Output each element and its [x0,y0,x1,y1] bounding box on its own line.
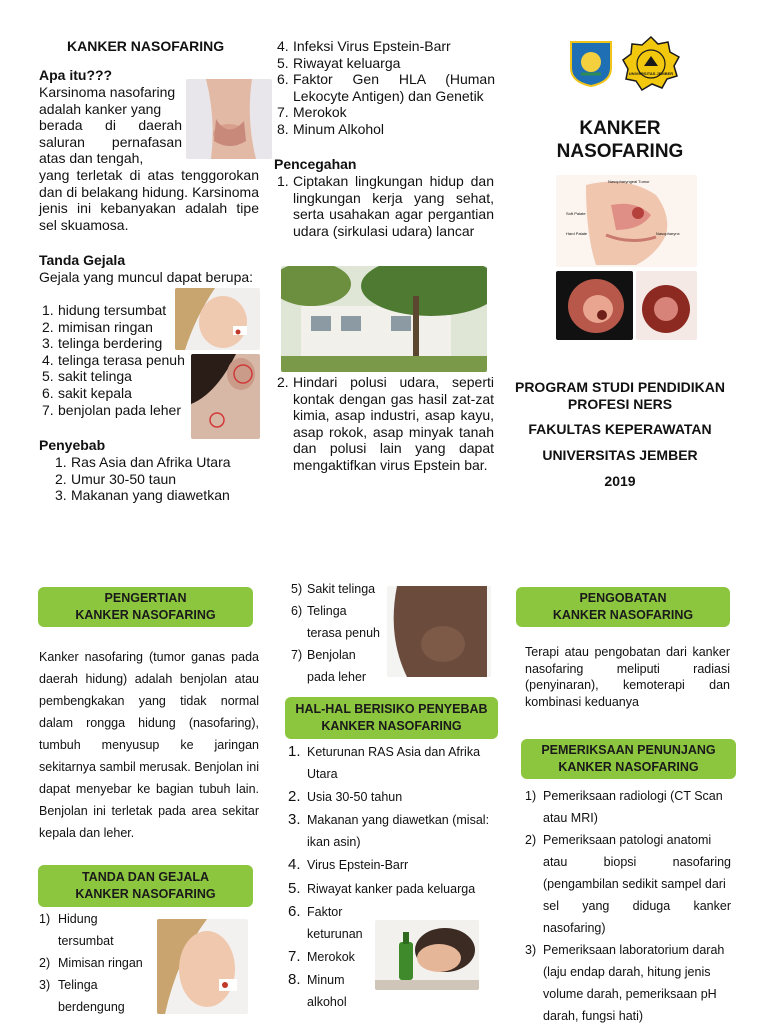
left-title: KANKER NASOFARING [67,38,225,54]
list-item: 5. Riwayat kanker pada keluarga [288,880,476,897]
logo-left [569,40,613,88]
apa-itu-line: saluran pernafasan [39,133,182,150]
photo-neck-lump [387,586,491,677]
list-item: 3. Makanan yang diawetkan [55,487,230,504]
list-item: 6) Telinga terasa penuh [291,604,380,640]
logo-universitas-jember [622,36,680,92]
pengobatan-text: Terapi atau pengobatan dari kanker nasofaring meliputi radiasi (penyinaran), kemoterapi dan kombinasi keduanya [525,645,730,709]
tanda-gejala-heading: Tanda Gejala [39,252,126,268]
program-line2: PROFESI NERS [567,396,673,412]
list-item: 3) Telinga berdengung [39,978,125,1014]
photo-endoscopy-2 [636,271,697,340]
list-item: 7. Merokok [277,104,347,121]
photo-throat [186,79,272,159]
list-item: 7. Merokok [288,948,355,965]
pemeriksaan-list [525,785,731,1024]
penyebab-list [55,454,275,504]
program-line1: PROGRAM STUDI PENDIDIKAN [514,379,725,395]
causes-list [277,38,495,138]
list-item: 4. Infeksi Virus Epstein-Barr [277,38,451,54]
tanda-gejala-header: TANDA DAN GEJALA KANKER NASOFARING [38,865,253,907]
cover-title [520,117,720,163]
cover-title-line2: NASOFARING [556,141,684,162]
pemeriksaan-header: PEMERIKSAAN PENUNJANG KANKER NASOFARING [521,739,736,779]
list-item: 6. Faktor keturunan [288,903,363,941]
apa-itu-line: adalah kanker yang [39,100,162,117]
program-info [500,379,740,490]
pencegahan-item-1: 1. Ciptakan lingkungan hidup dan lingkungan kerja yang sehat, serta usahakan agar pergantian udara (sirkulasi udara) lancar [277,173,494,239]
list-item: 5) Sakit telinga [291,582,376,596]
year: 2019 [604,473,636,489]
photo-endoscopy-1 [556,271,633,340]
list-item: 8. Minum alkohol [288,971,347,1009]
pengobatan-header: PENGOBATAN KANKER NASOFARING [516,587,730,627]
list-item: 7) Benjolan pada leher [291,648,367,684]
list-item: 2. Umur 30-50 taun [55,470,177,487]
apa-itu-line: atas dan tengah, [39,150,144,167]
penyebab-heading: Penyebab [39,437,106,453]
risk-factors-header: HAL-HAL BERISIKO PENYEBAB KANKER NASOFARING [285,697,498,739]
list-item: 5. sakit telinga [42,368,132,385]
apa-itu-heading: Apa itu??? [39,67,113,83]
tanda-gejala-bottom-list [39,908,159,1018]
list-item: 1. Keturunan RAS Asia dan Afrika Utara [288,743,481,781]
anatomy-label: Soft Palate [566,211,586,216]
apa-itu-line: berada di daerah [39,117,182,134]
list-item: 1. hidung tersumbat [42,302,167,318]
list-item: 8. Minum Alkohol [277,120,385,137]
list-item: 2) Pemeriksaan patologi anatomi atau biopsi nasofaring (pengambilan sedikit sampel dari sel yang diduga kanker nasofaring) [525,833,731,935]
anatomy-label: Nasopharynx [656,231,680,236]
pengertian-text: Kanker nasofaring (tumor ganas pada daerah hidung) adalah benjolan atau pembengkakan yang tidak normal dalam rongga hidung (nasofaring), tumbuh menyusup ke jaringan sekitarnya sambil merusak. Benjolan ini dapat menyebar ke bagian tubuh lain. Benjolan ini terletak pada area sekitar kepala dan leher. [39,650,259,840]
list-item: 2. Usia 30-50 tahun [288,788,403,805]
pengertian-header: PENGERTIAN KANKER NASOFARING [38,587,253,627]
anatomy-label: Nasopharyngeal Tumor [608,179,650,184]
list-item: 2) Mimisan ringan [39,956,143,970]
list-item: 5. Riwayat keluarga [277,54,401,71]
photo-alcohol-smoking [375,920,479,990]
apa-itu-line: Karsinoma nasofaring [39,84,176,100]
cover-title-line1: KANKER [579,118,661,139]
logo-text: UNIVERSITAS JEMBER [628,71,674,76]
pencegahan-heading: Pencegahan [274,156,357,172]
tanda-gejala-list [42,302,192,418]
tanda-gejala-continued-list [291,578,391,688]
anatomy-illustration [556,175,697,267]
list-item: 3) Pemeriksaan laboratorium darah (laju endap darah, hitung jenis volume darah, pemeriksaan pH darah, fungsi hati) [525,943,725,1023]
apa-itu-lines [39,84,182,167]
list-item: 6. sakit kepala [42,384,132,401]
faculty-name: FAKULTAS KEPERAWATAN [528,421,712,437]
anatomy-label: Hard Palate [566,231,588,236]
list-item: 2. mimisan ringan [42,318,153,335]
list-item: 3. Makanan yang diawetkan (misal: ikan asin) [288,811,490,849]
photo-healthy-environment [281,266,487,372]
photo-nosebleed-woman-2 [157,919,248,1014]
pencegahan-item-2: 2. Hindari polusi udara, seperti kontak dengan gas hasil zat-zat kimia, asap industri, asap kayu, asap rokok, asap minyak tanah dan polusi lain yang dapat mengaktifkan virus Epstein bar. [277,374,494,473]
apa-itu-rest: yang terletak di atas tenggorokan dan di belakang hidung. Karsinoma jenis ini kebanyakan adalah tipe sel skuamosa. [39,167,259,233]
list-item: 1. Ras Asia dan Afrika Utara [55,454,231,470]
list-item: 1) Pemeriksaan radiologi (CT Scan atau MRI) [525,789,723,825]
list-item: 7. benjolan pada leher [42,401,181,418]
list-item: 3. telinga berdering [42,335,163,352]
list-item: 1) Hidung tersumbat [39,912,114,948]
list-item: 4. Virus Epstein-Barr [288,856,409,873]
list-item: 6. Faktor Gen HLA (Human Lekocyte Antigen) dan Genetik [277,71,495,104]
list-item: 4. telinga terasa penuh [42,351,185,368]
photo-ear-neck [191,354,260,439]
photo-nosebleed-woman [175,288,260,350]
tanda-gejala-intro: Gejala yang muncul dapat berupa: [39,269,254,285]
university-name: UNIVERSITAS JEMBER [542,447,698,463]
